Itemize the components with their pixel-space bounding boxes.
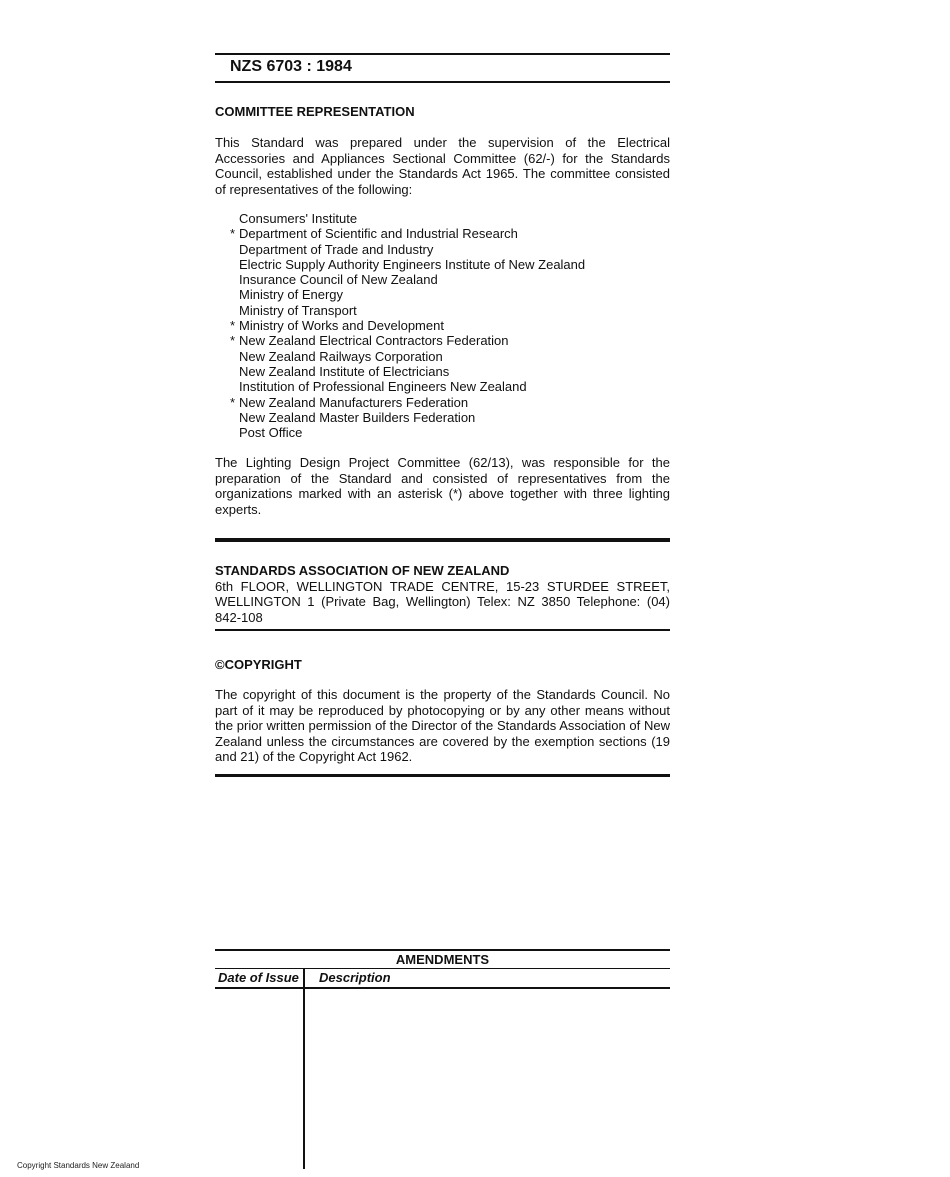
description-header: Description (319, 970, 391, 985)
association-top-rule (215, 538, 670, 542)
committee-member-list (230, 211, 585, 440)
member-item: Department of Trade and Industry (239, 241, 434, 257)
copyright-text: The copyright of this document is the property of the Standards Council. No part of it may be reproduced by photocopying or by any other means without the prior written permission of the Director of the Standards Association of New Zealand unless the circumstances are covered by the exemption sections (19 and 21) of the Copyright Act 1962. (215, 687, 670, 764)
amendments-top-rule (215, 949, 670, 951)
member-item: Institution of Professional Engineers New Zealand (239, 379, 527, 395)
amendments-column-divider (303, 968, 305, 1169)
copyright-heading: ©COPYRIGHT (215, 657, 302, 672)
member-item: New Zealand Institute of Electricians (239, 363, 450, 379)
copyright-footer: Copyright Standards New Zealand (17, 1161, 140, 1170)
member-item: Insurance Council of New Zealand (239, 272, 438, 288)
committee-intro: This Standard was prepared under the supervision of the Electrical Accessories and Appliances Sectional Committee (62/-) for the Standards Council, established under the Standards Act 1965. The committee consisted of representatives of the following: (215, 135, 670, 197)
member-item: * New Zealand Electrical Contractors Federation (230, 333, 509, 349)
address-line: 6th FLOOR, WELLINGTON TRADE CENTRE, 15-23 STURDEE STREET, (215, 578, 670, 594)
member-item: * Ministry of Works and Development (230, 318, 444, 334)
date-of-issue-header: Date of Issue (218, 970, 299, 985)
association-block (215, 563, 670, 625)
member-item: * New Zealand Manufacturers Federation (230, 394, 469, 410)
address-line: 842-108 (215, 609, 263, 625)
member-item: Electric Supply Authority Engineers Institute of New Zealand (239, 256, 586, 272)
committee-heading: COMMITTEE REPRESENTATION (215, 104, 415, 119)
header-top-rule (215, 53, 670, 55)
member-item: New Zealand Railways Corporation (239, 348, 443, 364)
member-item: Ministry of Energy (239, 287, 344, 303)
member-item: New Zealand Master Builders Federation (239, 409, 476, 425)
amendments-header-rule (215, 968, 670, 969)
member-item: Ministry of Transport (239, 302, 357, 318)
member-item: Consumers' Institute (239, 211, 358, 226)
address-line: WELLINGTON 1 (Private Bag, Wellington) Telex: NZ 3850 Telephone: (04) (215, 594, 670, 609)
lighting-committee-note: The Lighting Design Project Committee (62/13), was responsible for the preparation of the Standard and consisted of representatives from the organizations marked with an asterisk (*) above together with three lighting experts. (215, 455, 670, 517)
document-number: NZS 6703 : 1984 (230, 58, 352, 75)
copyright-bottom-rule (215, 774, 670, 777)
association-bottom-rule (215, 629, 670, 631)
header-bottom-rule (215, 81, 670, 83)
amendments-title: AMENDMENTS (395, 952, 490, 967)
amendments-column-rule (215, 987, 670, 989)
association-name: STANDARDS ASSOCIATION OF NEW ZEALAND (215, 563, 510, 578)
member-item: Post Office (239, 425, 303, 441)
member-item: * Department of Scientific and Industrial Research (230, 226, 518, 242)
